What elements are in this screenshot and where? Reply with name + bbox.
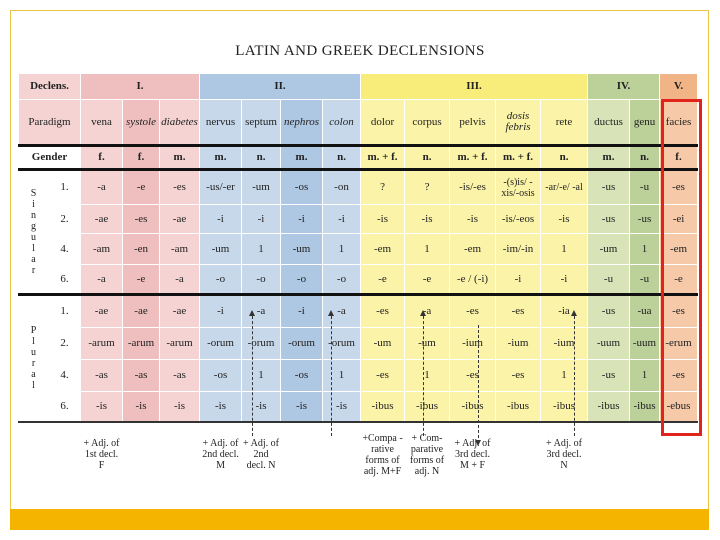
plural-ending-cell: -a bbox=[242, 295, 281, 328]
plural-ending-cell: -es bbox=[660, 360, 698, 392]
group-iv-header: IV. bbox=[588, 74, 660, 100]
plural-letter: l bbox=[32, 380, 35, 392]
plural-ending-cell: -ium bbox=[496, 328, 541, 360]
singular-ending-cell: -i bbox=[242, 205, 281, 234]
singular-ending-cell: -a bbox=[160, 265, 200, 295]
gender-cell: m. bbox=[160, 146, 200, 170]
paradigm-vena: vena bbox=[81, 100, 123, 146]
plural-ending-cell: -es bbox=[450, 295, 496, 328]
note-cell bbox=[496, 422, 541, 488]
plural-letter: l bbox=[32, 336, 35, 348]
group-ii-header: II. bbox=[200, 74, 361, 100]
paradigm-corpus: corpus bbox=[405, 100, 450, 146]
plural-letter: P bbox=[30, 325, 37, 337]
plural-ending-cell: -ibus bbox=[588, 392, 630, 422]
plural-ending-cell: 1 bbox=[242, 360, 281, 392]
singular-ending-cell: -im/-in bbox=[496, 234, 541, 265]
plural-ending-cell: -a bbox=[323, 295, 361, 328]
plural-ending-cell: -os bbox=[200, 360, 242, 392]
singular-ending-cell: 1 bbox=[323, 234, 361, 265]
paradigm-dolor: dolor bbox=[361, 100, 405, 146]
singular-ending-cell: -o bbox=[242, 265, 281, 295]
plural-ending-cell: -as bbox=[81, 360, 123, 392]
singular-ending-cell: -am bbox=[81, 234, 123, 265]
arrow-colon bbox=[331, 316, 332, 436]
paradigm-dosis-febris: dosis febris bbox=[496, 100, 541, 146]
note-cell bbox=[630, 422, 660, 488]
plural-ending-cell: 1 bbox=[405, 360, 450, 392]
plural-ending-cell: -is bbox=[242, 392, 281, 422]
paradigm-nephros: nephros bbox=[281, 100, 323, 146]
plural-ending-cell: -is bbox=[160, 392, 200, 422]
singular-ending-cell: -em bbox=[450, 234, 496, 265]
plural-ending-cell: -ibus bbox=[630, 392, 660, 422]
plural-ending-cell: -as bbox=[123, 360, 160, 392]
singular-letter: a bbox=[31, 254, 36, 265]
gender-cell: n. bbox=[242, 146, 281, 170]
plural-ending-cell: 1 bbox=[323, 360, 361, 392]
page-title: LATIN AND GREEK DECLENSIONS bbox=[235, 43, 485, 59]
paradigm-ductus: ductus bbox=[588, 100, 630, 146]
singular-ending-cell: -is/-es bbox=[450, 170, 496, 205]
singular-row bbox=[19, 205, 698, 234]
note-cell: + Adj. of 3rd decl. N bbox=[541, 422, 588, 488]
singular-letter: S bbox=[30, 188, 37, 199]
singular-ending-cell: -i bbox=[541, 265, 588, 295]
plural-ending-cell: -ia bbox=[541, 295, 588, 328]
singular-ending-cell: 1 bbox=[541, 234, 588, 265]
singular-row bbox=[19, 265, 698, 295]
singular-ending-cell: -us bbox=[588, 205, 630, 234]
singular-ending-cell: -a bbox=[81, 170, 123, 205]
case-number: 6. bbox=[49, 392, 81, 422]
singular-letter: r bbox=[31, 265, 36, 276]
singular-ending-cell: -ei bbox=[660, 205, 698, 234]
plural-ending-cell: -ibus bbox=[450, 392, 496, 422]
group-v-header: V. bbox=[660, 74, 698, 100]
plural-row bbox=[19, 392, 698, 422]
plural-ending-cell: -ium bbox=[450, 328, 496, 360]
paradigm-row bbox=[19, 100, 698, 146]
plural-ending-cell: -ae bbox=[160, 295, 200, 328]
singular-ending-cell: -(s)is/ -xis/-osis bbox=[496, 170, 541, 205]
note-cell: + Adj. of 2nd decl. N bbox=[242, 422, 281, 488]
singular-letter: i bbox=[32, 199, 35, 210]
plural-ending-cell: -us bbox=[588, 295, 630, 328]
gender-cell: m. bbox=[281, 146, 323, 170]
singular-ending-cell: -e bbox=[405, 265, 450, 295]
plural-row bbox=[19, 328, 698, 360]
plural-ending-cell: -uum bbox=[588, 328, 630, 360]
singular-ending-cell: -ae bbox=[81, 205, 123, 234]
paradigm-rete: rete bbox=[541, 100, 588, 146]
plural-ending-cell: -orum bbox=[242, 328, 281, 360]
singular-ending-cell: -e / (-i) bbox=[450, 265, 496, 295]
plural-ending-cell: -es bbox=[361, 295, 405, 328]
note-cell bbox=[588, 422, 630, 488]
plural-ending-cell: 1 bbox=[630, 360, 660, 392]
arrow-colon-head bbox=[328, 310, 334, 316]
plural-ending-cell: -uum bbox=[630, 328, 660, 360]
plural-row bbox=[19, 360, 698, 392]
group-iii-header: III. bbox=[361, 74, 588, 100]
singular-ending-cell: -um bbox=[242, 170, 281, 205]
plural-ending-cell: -is bbox=[123, 392, 160, 422]
notes-row bbox=[19, 422, 698, 488]
plural-ending-cell: -ibus bbox=[405, 392, 450, 422]
declens-label: Declens. bbox=[19, 74, 81, 100]
singular-ending-cell: ? bbox=[405, 170, 450, 205]
plural-letter: a bbox=[31, 369, 36, 381]
plural-row bbox=[19, 295, 698, 328]
plural-letter: u bbox=[31, 347, 36, 359]
singular-ending-cell: -u bbox=[630, 265, 660, 295]
gender-cell: n. bbox=[541, 146, 588, 170]
paradigm-systole: systole bbox=[123, 100, 160, 146]
plural-ending-cell: -es bbox=[496, 295, 541, 328]
singular-ending-cell: -us bbox=[630, 205, 660, 234]
paradigm-diabetes: diabetes bbox=[160, 100, 200, 146]
plural-ending-cell: -ae bbox=[81, 295, 123, 328]
gender-cell: m. bbox=[200, 146, 242, 170]
case-number: 1. bbox=[49, 170, 81, 205]
singular-ending-cell: -es bbox=[160, 170, 200, 205]
singular-ending-cell: -e bbox=[361, 265, 405, 295]
case-number: 6. bbox=[49, 265, 81, 295]
plural-vertical-label bbox=[19, 295, 49, 422]
plural-ending-cell: -is bbox=[323, 392, 361, 422]
plural-ending-cell: -us bbox=[588, 360, 630, 392]
note-cell bbox=[281, 422, 323, 488]
singular-ending-cell: -is/-eos bbox=[496, 205, 541, 234]
singular-ending-cell: -is bbox=[361, 205, 405, 234]
singular-ending-cell: -i bbox=[496, 265, 541, 295]
singular-ending-cell: -um bbox=[281, 234, 323, 265]
case-number: 2. bbox=[49, 328, 81, 360]
plural-ending-cell: -es bbox=[450, 360, 496, 392]
plural-ending-cell: -es bbox=[660, 295, 698, 328]
arrow-rete-head bbox=[571, 310, 577, 316]
plural-ending-cell: -arum bbox=[123, 328, 160, 360]
singular-row bbox=[19, 170, 698, 205]
paradigm-facies: facies bbox=[660, 100, 698, 146]
plural-ending-cell: -ium bbox=[541, 328, 588, 360]
singular-ending-cell: 1 bbox=[242, 234, 281, 265]
plural-letter: r bbox=[31, 358, 36, 370]
note-cell bbox=[323, 422, 361, 488]
arrow-corpus-head bbox=[420, 310, 426, 316]
singular-row bbox=[19, 234, 698, 265]
case-number: 2. bbox=[49, 205, 81, 234]
plural-ending-cell: -ua bbox=[630, 295, 660, 328]
plural-ending-cell: -i bbox=[281, 295, 323, 328]
gender-cell: m. + f. bbox=[361, 146, 405, 170]
singular-letter: l bbox=[32, 243, 35, 254]
gender-cell: f. bbox=[123, 146, 160, 170]
singular-ending-cell: -um bbox=[588, 234, 630, 265]
singular-ending-cell: -os bbox=[281, 170, 323, 205]
note-cell bbox=[160, 422, 200, 488]
plural-ending-cell: -is bbox=[281, 392, 323, 422]
singular-ending-cell: -on bbox=[323, 170, 361, 205]
gender-cell: f. bbox=[660, 146, 698, 170]
gender-cell: m. bbox=[588, 146, 630, 170]
case-number: 4. bbox=[49, 360, 81, 392]
plural-ending-cell: -um bbox=[361, 328, 405, 360]
note-cell bbox=[660, 422, 698, 488]
plural-ending-cell: -arum bbox=[81, 328, 123, 360]
paradigm-septum: septum bbox=[242, 100, 281, 146]
gender-cell: n. bbox=[405, 146, 450, 170]
note-cell: + Adj. of 1st decl. F bbox=[81, 422, 123, 488]
singular-ending-cell: -es bbox=[660, 170, 698, 205]
plural-ending-cell: 1 bbox=[541, 360, 588, 392]
gender-cell: m. + f. bbox=[450, 146, 496, 170]
plural-ending-cell: -erum bbox=[660, 328, 698, 360]
plural-ending-cell: -orum bbox=[200, 328, 242, 360]
singular-ending-cell: -e bbox=[123, 265, 160, 295]
gender-cell: n. bbox=[323, 146, 361, 170]
note-cell: + Com- parative forms of adj. N bbox=[405, 422, 450, 488]
arrow-pelvis bbox=[478, 325, 479, 443]
plural-ending-cell: -ae bbox=[123, 295, 160, 328]
singular-ending-cell: -am bbox=[160, 234, 200, 265]
singular-ending-cell: -is bbox=[405, 205, 450, 234]
singular-ending-cell: -i bbox=[323, 205, 361, 234]
plural-ending-cell: -ibus bbox=[496, 392, 541, 422]
plural-ending-cell: -is bbox=[81, 392, 123, 422]
note-cell: + Adj. of 2nd decl. M bbox=[200, 422, 242, 488]
plural-ending-cell: -is bbox=[200, 392, 242, 422]
paradigm-genu: genu bbox=[630, 100, 660, 146]
singular-ending-cell: -e bbox=[660, 265, 698, 295]
singular-letter: g bbox=[31, 221, 36, 232]
plural-ending-cell: -a bbox=[405, 295, 450, 328]
singular-ending-cell: -i bbox=[200, 205, 242, 234]
gender-label: Gender bbox=[19, 146, 81, 170]
singular-ending-cell: -is bbox=[450, 205, 496, 234]
singular-ending-cell: -o bbox=[323, 265, 361, 295]
case-number: 1. bbox=[49, 295, 81, 328]
group-i-header: I. bbox=[81, 74, 200, 100]
plural-ending-cell: -orum bbox=[323, 328, 361, 360]
plural-ending-cell: -um bbox=[405, 328, 450, 360]
singular-letter: n bbox=[31, 210, 36, 221]
plural-ending-cell: -as bbox=[160, 360, 200, 392]
arrow-pelvis-head bbox=[475, 440, 481, 446]
singular-ending-cell: -us bbox=[588, 170, 630, 205]
singular-ending-cell: -em bbox=[361, 234, 405, 265]
plural-ending-cell: -i bbox=[200, 295, 242, 328]
plural-ending-cell: -ibus bbox=[541, 392, 588, 422]
note-cell: + Adj. of 3rd decl. M + F bbox=[450, 422, 496, 488]
arrow-rete bbox=[574, 316, 575, 436]
plural-ending-cell: -ibus bbox=[361, 392, 405, 422]
footer-bar bbox=[10, 509, 709, 530]
singular-ending-cell: -um bbox=[200, 234, 242, 265]
singular-ending-cell: -o bbox=[281, 265, 323, 295]
singular-ending-cell: -e bbox=[123, 170, 160, 205]
gender-cell: f. bbox=[81, 146, 123, 170]
singular-ending-cell: -a bbox=[81, 265, 123, 295]
singular-ending-cell: -u bbox=[588, 265, 630, 295]
singular-ending-cell: -i bbox=[281, 205, 323, 234]
note-cell bbox=[123, 422, 160, 488]
notes-blank bbox=[19, 422, 81, 488]
plural-ending-cell: -es bbox=[496, 360, 541, 392]
paradigm-nervus: nervus bbox=[200, 100, 242, 146]
singular-ending-cell: -is bbox=[541, 205, 588, 234]
declension-table bbox=[18, 73, 698, 488]
paradigm-colon: colon bbox=[323, 100, 361, 146]
singular-ending-cell: -o bbox=[200, 265, 242, 295]
note-cell: +Compa -rative forms of adj. M+F bbox=[361, 422, 405, 488]
singular-ending-cell: -em bbox=[660, 234, 698, 265]
singular-ending-cell: -us/-er bbox=[200, 170, 242, 205]
plural-ending-cell: -arum bbox=[160, 328, 200, 360]
gender-cell: m. + f. bbox=[496, 146, 541, 170]
singular-ending-cell: -ae bbox=[160, 205, 200, 234]
singular-ending-cell: ? bbox=[361, 170, 405, 205]
singular-ending-cell: -u bbox=[630, 170, 660, 205]
paradigm-label: Paradigm bbox=[19, 100, 81, 146]
case-number: 4. bbox=[49, 234, 81, 265]
plural-ending-cell: -os bbox=[281, 360, 323, 392]
singular-ending-cell: -en bbox=[123, 234, 160, 265]
gender-cell: n. bbox=[630, 146, 660, 170]
arrow-septum-head bbox=[249, 310, 255, 316]
singular-ending-cell: 1 bbox=[405, 234, 450, 265]
group-header-row bbox=[19, 74, 698, 100]
singular-letter: u bbox=[31, 232, 36, 243]
singular-ending-cell: 1 bbox=[630, 234, 660, 265]
singular-ending-cell: -es bbox=[123, 205, 160, 234]
arrow-septum bbox=[252, 316, 253, 436]
singular-vertical-label bbox=[19, 170, 49, 295]
singular-ending-cell: -ar/-e/ -al bbox=[541, 170, 588, 205]
plural-ending-cell: -es bbox=[361, 360, 405, 392]
plural-ending-cell: -ebus bbox=[660, 392, 698, 422]
arrow-corpus bbox=[423, 316, 424, 436]
plural-ending-cell: -orum bbox=[281, 328, 323, 360]
gender-row bbox=[19, 146, 698, 170]
paradigm-pelvis: pelvis bbox=[450, 100, 496, 146]
